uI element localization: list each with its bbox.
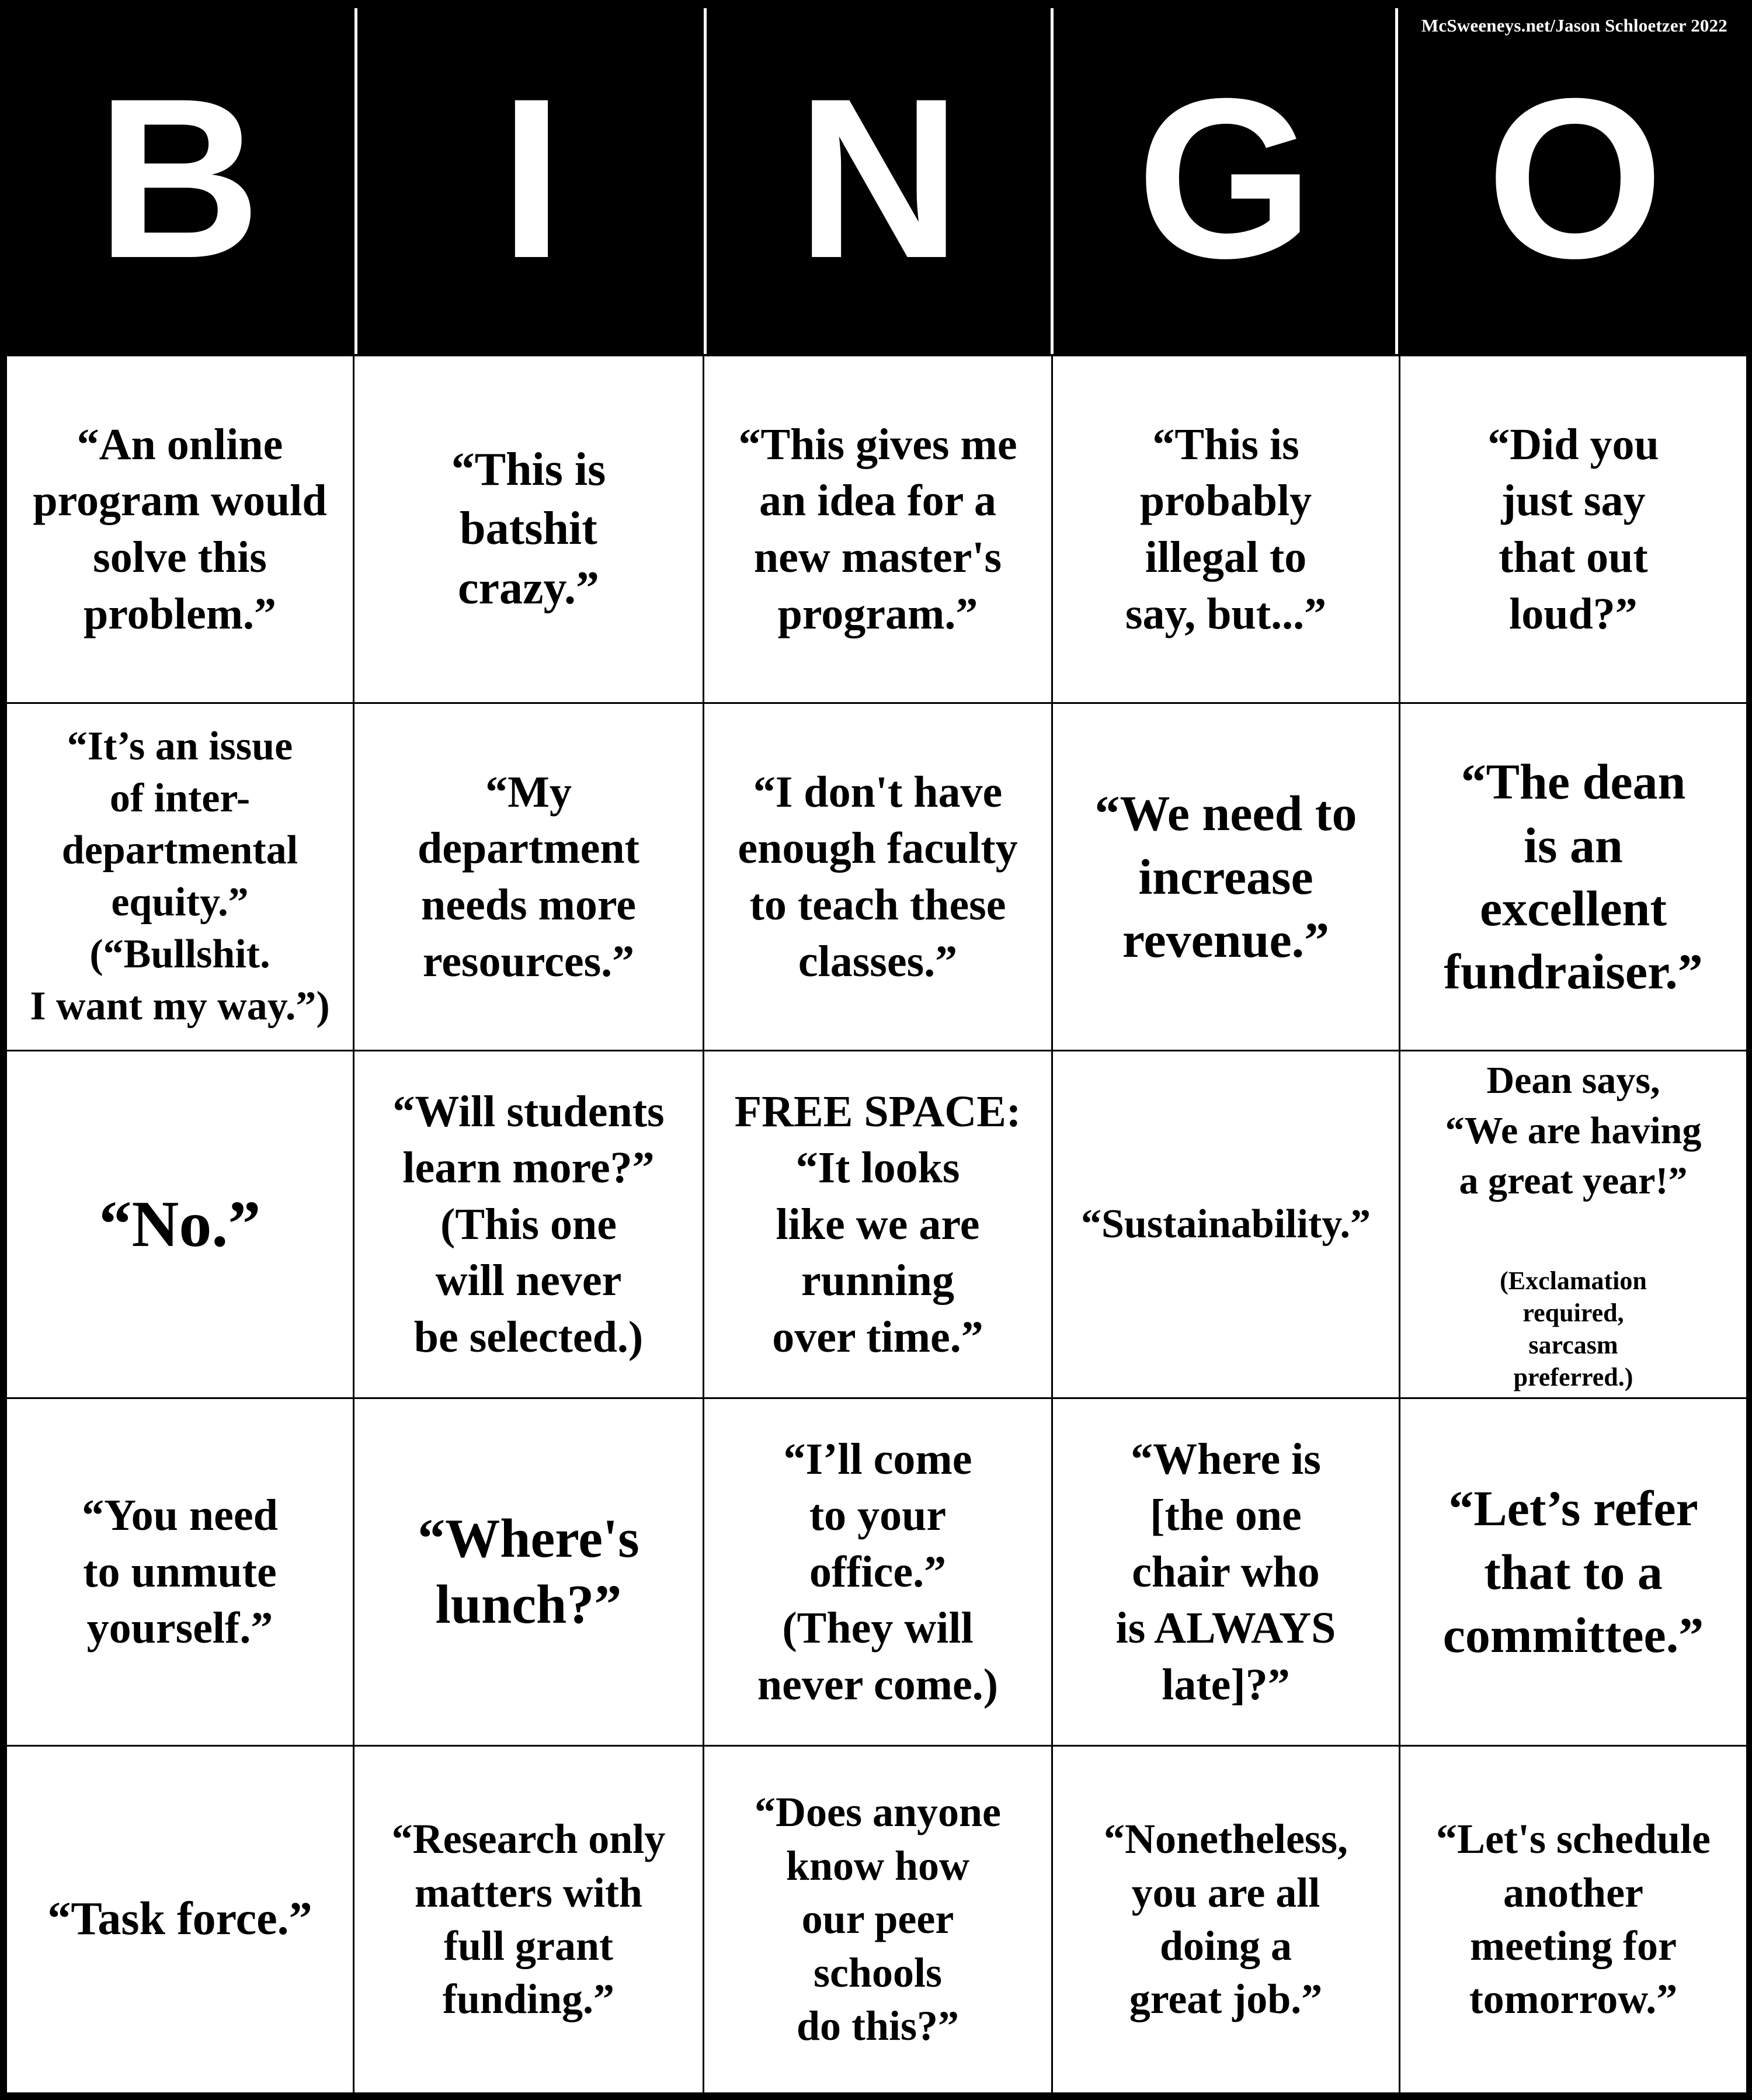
bingo-cell[interactable]: “Task force.” bbox=[7, 1747, 353, 2092]
dean-says-text: Dean says, “We are having a great year!” bbox=[1445, 1059, 1702, 1202]
free-space-cell[interactable]: FREE SPACE: “It looks like we are running over time.” bbox=[704, 1051, 1051, 1397]
bingo-cell[interactable]: “This is batshit crazy.” bbox=[354, 356, 703, 702]
dean-note-text: (Exclamation required, sarcasm preferred.) bbox=[1500, 1266, 1647, 1391]
header-letter-i: I bbox=[499, 51, 564, 306]
bingo-cell[interactable]: “We need to increase revenue.” bbox=[1053, 704, 1399, 1050]
bingo-cell[interactable]: “Let’s refer that to a committee.” bbox=[1400, 1399, 1746, 1745]
bingo-cell[interactable]: “I’ll come to your office.” (They will never come.) bbox=[704, 1399, 1051, 1745]
bingo-cell[interactable]: “It’s an issue of inter- departmental equity.” (“Bullshit. I want my way.”) bbox=[7, 704, 353, 1050]
bingo-header bbox=[0, 0, 1752, 356]
bingo-cell[interactable]: “The dean is an excellent fundraiser.” bbox=[1400, 704, 1746, 1050]
bingo-cell[interactable]: “Will students learn more?” (This one will never be selected.) bbox=[354, 1051, 703, 1397]
bingo-cell[interactable] bbox=[1400, 1051, 1746, 1397]
bingo-cell[interactable]: “Did you just say that out loud?” bbox=[1400, 356, 1746, 702]
bingo-cell[interactable]: “Where is [the one chair who is ALWAYS late]?” bbox=[1053, 1399, 1399, 1745]
bingo-cell[interactable]: “Where's lunch?” bbox=[354, 1399, 703, 1745]
bingo-cell[interactable]: “I don't have enough faculty to teach these classes.” bbox=[704, 704, 1051, 1050]
bingo-cell[interactable]: “An online program would solve this problem.” bbox=[7, 356, 353, 702]
header-letter-o: O bbox=[1486, 51, 1664, 306]
header-letter-g: G bbox=[1136, 51, 1314, 306]
header-letter-b: B bbox=[96, 51, 261, 306]
bingo-cell[interactable]: “Research only matters with full grant funding.” bbox=[354, 1747, 703, 2092]
bingo-cell[interactable]: “No.” bbox=[7, 1051, 353, 1397]
bingo-cell[interactable]: “Nonetheless, you are all doing a great job.” bbox=[1053, 1747, 1399, 2092]
bingo-cell[interactable]: “Sustainability.” bbox=[1053, 1051, 1399, 1397]
header-letter-n: N bbox=[797, 51, 961, 306]
bingo-cell[interactable]: “My department needs more resources.” bbox=[354, 704, 703, 1050]
bingo-cell[interactable]: “This is probably illegal to say, but...” bbox=[1053, 356, 1399, 702]
bingo-cell[interactable]: “This gives me an idea for a new master's program.” bbox=[704, 356, 1051, 702]
bingo-cell[interactable]: “Does anyone know how our peer schools do this?” bbox=[704, 1747, 1051, 2092]
bingo-cell[interactable]: “Let's schedule another meeting for tomorrow.” bbox=[1400, 1747, 1746, 2092]
credit-text: McSweeneys.net/Jason Schloetzer 2022 bbox=[1421, 15, 1727, 36]
bingo-cell[interactable]: “You need to unmute yourself.” bbox=[7, 1399, 353, 1745]
bingo-grid bbox=[7, 356, 1745, 2093]
